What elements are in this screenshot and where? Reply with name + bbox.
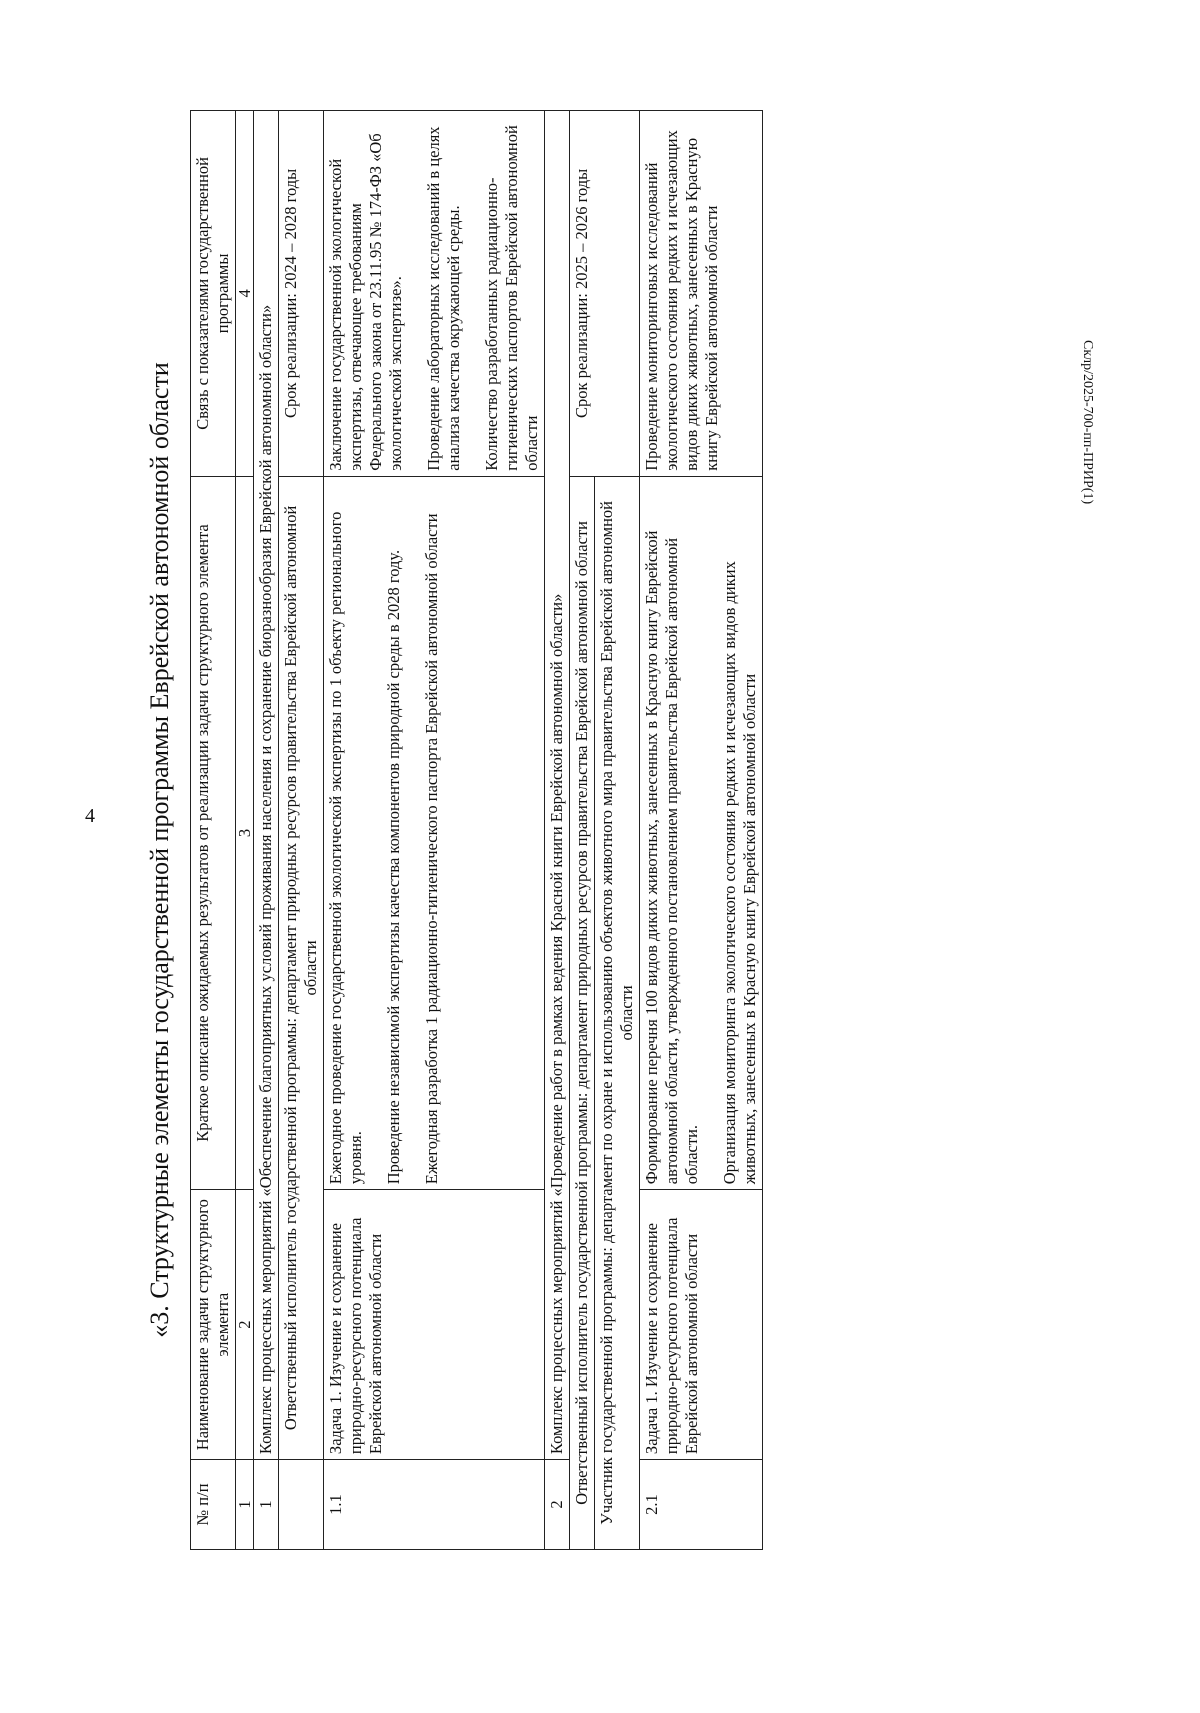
task-1-1-num: 1.1 [324, 1460, 545, 1550]
header-num: № п/п [191, 1460, 236, 1550]
section-2-executor: Ответственный исполнитель государственной программы: департамент природных ресурсов правительства Еврейской автономной области [570, 476, 595, 1549]
header-desc: Краткое описание ожидаемых результатов от реализации задачи структурного элемента [191, 476, 236, 1190]
result-item: Ежегодное проведение государственной экологической экспертизы по 1 объекту регионального уровня. [326, 511, 365, 1185]
section-1-term: Срок реализации: 2024 – 2028 годы [279, 111, 324, 477]
section-title: «3. Структурные элементы государственной программы Еврейской автономной области [145, 362, 174, 1338]
section-1-title-row [254, 111, 279, 1550]
section-2-term: Срок реализации: 2025 – 2026 годы [570, 111, 640, 477]
col-number: 1 [236, 1460, 254, 1550]
task-2-1-name: Задача 1. Изучение и сохранение природно-ресурсного потенциала Еврейской автономной области [640, 1190, 763, 1460]
task-1-1-results [324, 476, 545, 1190]
section-2-executor-row [570, 111, 595, 1550]
header-row [191, 111, 236, 1550]
task-2-1-indicators [640, 111, 763, 477]
task-1-1-name: Задача 1. Изучение и сохранение природно-ресурсного потенциала Еврейской автономной области [324, 1190, 545, 1460]
document-code-footer: Склр/2025-700-пп-ПРИР(1) [1080, 340, 1095, 505]
indicator-item: Заключение государственной экологической экспертизы, отвечающее требованиям Федерального закона от 23.11.95 № 174-ФЗ «Об экологической экспертизе». [326, 133, 405, 471]
task-1-1-row [324, 111, 545, 1550]
result-item: Проведение независимой экспертизы качества компонентов природной среды в 2028 году. [384, 549, 403, 1185]
header-link: Связь с показателями государственной программы [191, 111, 236, 477]
result-item: Организация мониторинга экологического состояния редких и исчезающих видов диких животных, занесенных в Красную книгу Еврейской автономной области [720, 561, 759, 1185]
indicator-item: Проведение мониторинговых исследований экологического состояния редких и исчезающих видов диких животных, занесенных в Красную книгу Еврейской автономной области [642, 130, 721, 471]
structural-elements-table [190, 110, 763, 1550]
indicator-item: Количество разработанных радиационно-гигиенических паспортов Еврейской автономной области [482, 125, 541, 471]
col-number: 3 [236, 476, 254, 1190]
section-2-title: Комплекс процессных мероприятий «Проведение работ в рамках ведения Красной книги Еврейской автономной области» [545, 111, 570, 1460]
section-1-executor: Ответственный исполнитель государственной программы: департамент природных ресурсов правительства Еврейской автономной области [279, 476, 324, 1459]
result-item: Формирование перечня 100 видов диких животных, занесенных в Красную книгу Еврейской автономной области, утвержденного постановлением правительства Еврейской автономной области. [642, 530, 701, 1185]
column-number-row [236, 111, 254, 1550]
header-name: Наименование задачи структурного элемента [191, 1190, 236, 1460]
section-1-title: Комплекс процессных мероприятий «Обеспечение благоприятных условий проживания населения и сохранение биоразнообразия Еврейской автономной области» [254, 111, 279, 1460]
section-2-participant: Участник государственной программы: департамент по охране и использованию объектов животного мира правительства Еврейской автономной области [595, 476, 640, 1549]
task-1-1-indicators [324, 111, 545, 477]
task-2-1-results [640, 476, 763, 1190]
section-1-num: 1 [254, 1460, 279, 1550]
section-1-executor-row [279, 111, 324, 1550]
col-number: 4 [236, 111, 254, 477]
task-2-1-num: 2.1 [640, 1460, 763, 1550]
task-2-1-row [640, 111, 763, 1550]
page-number: 4 [85, 805, 95, 827]
col-number: 2 [236, 1190, 254, 1460]
indicator-item: Проведение лабораторных исследований в целях анализа качества окружающей среды. [424, 126, 463, 471]
result-item: Ежегодная разработка 1 радиационно-гигиенического паспорта Еврейской автономной области [422, 513, 441, 1185]
rotated-page-content [140, 100, 1090, 1600]
section-2-title-row [545, 111, 570, 1550]
section-2-num: 2 [545, 1460, 570, 1550]
